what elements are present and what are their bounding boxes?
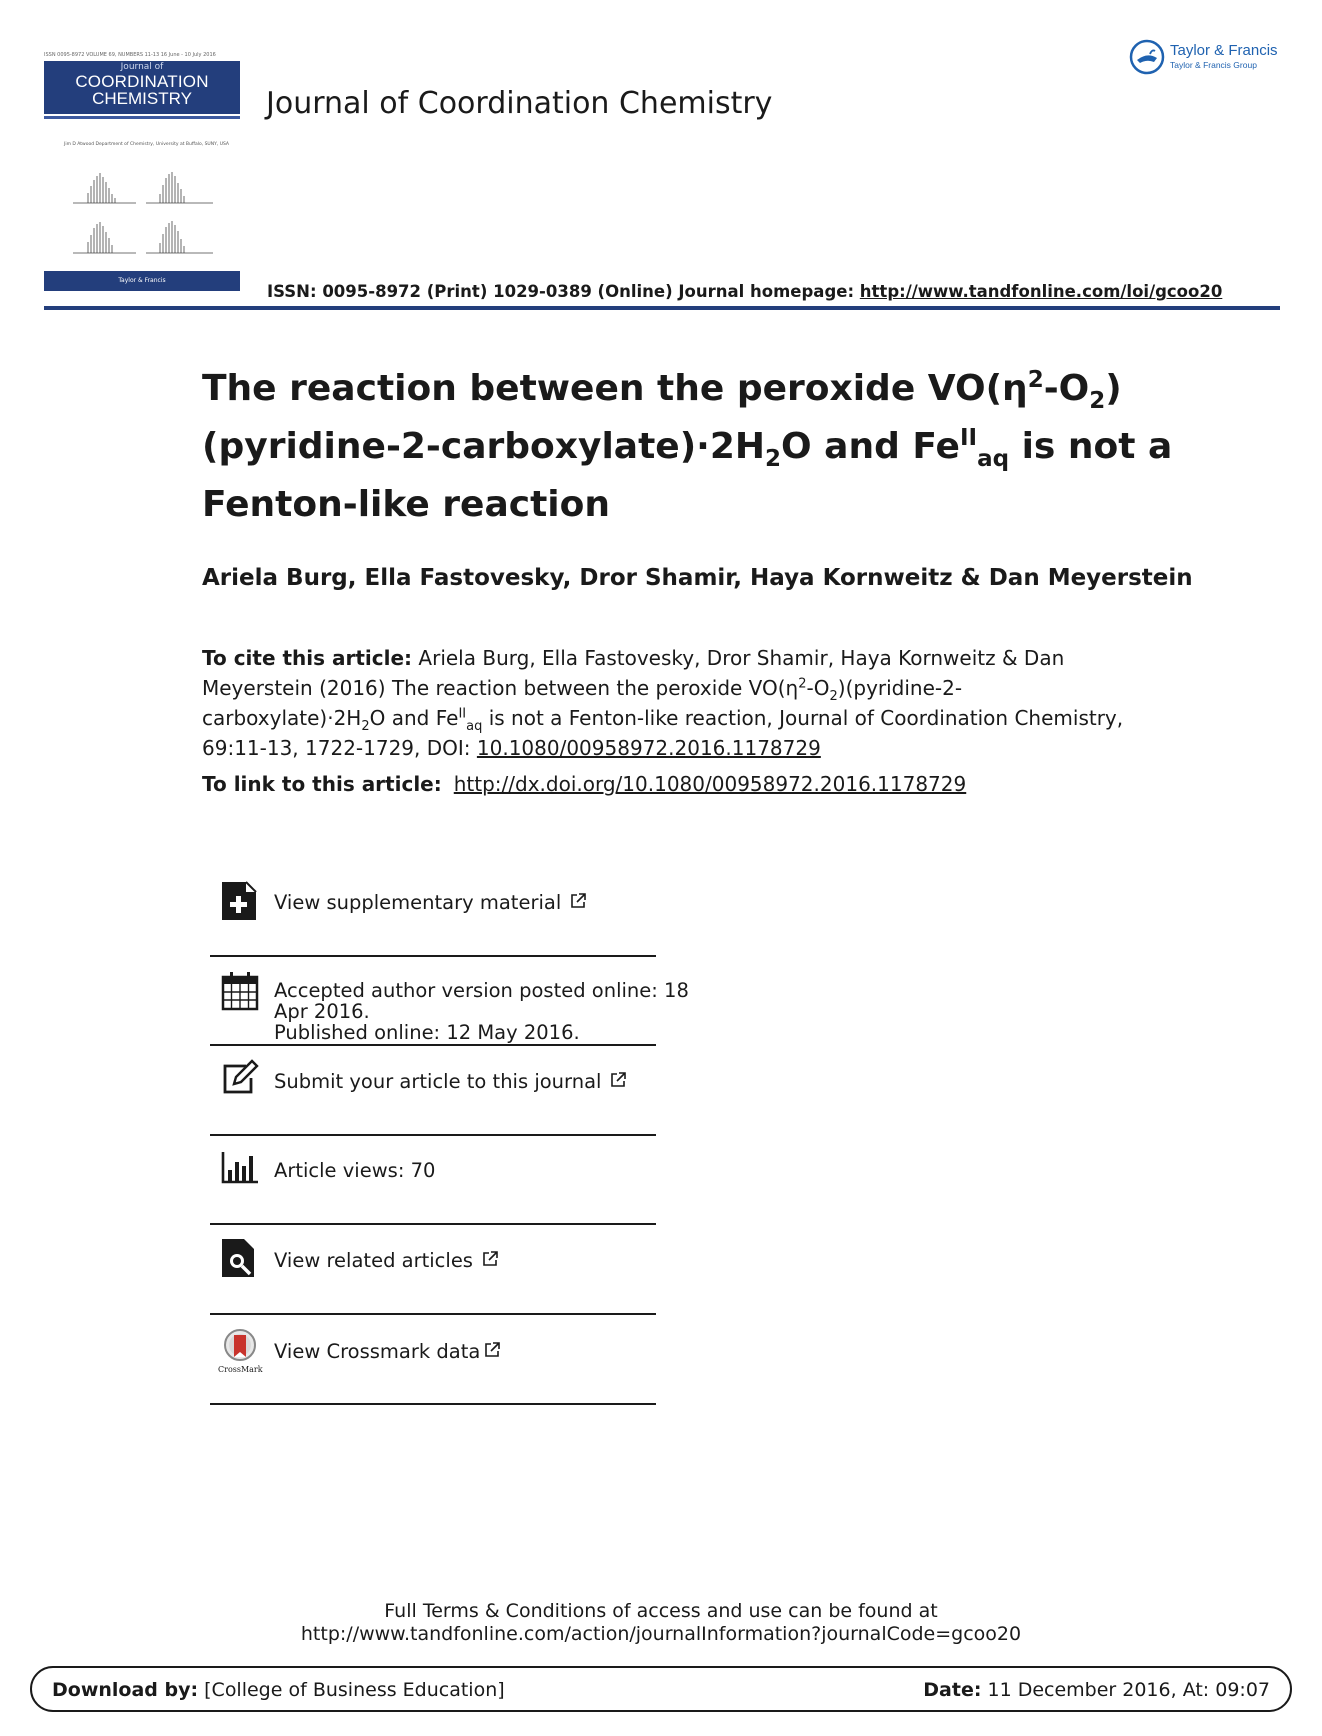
edit-icon (220, 1058, 260, 1100)
doi-link[interactable]: 10.1080/00958972.2016.1178729 (476, 736, 821, 760)
publisher-logo[interactable] (1128, 38, 1288, 78)
issn-line (267, 282, 1222, 301)
issn-text: ISSN: 0095-8972 (Print) 1029-0389 (Online) Journal homepage: (267, 282, 860, 301)
download-value: [College of Business Education] (198, 1679, 505, 1701)
cover-title-line1: COORDINATION (75, 72, 209, 91)
supplementary-label: View supplementary material (274, 891, 562, 914)
download-info-bar (30, 1666, 1292, 1712)
bar-chart-icon (220, 1148, 260, 1190)
date-label: Date: (923, 1679, 982, 1701)
crossmark-logo-text: CrossMark (218, 1365, 263, 1374)
cover-spectra-graphic (68, 158, 218, 268)
crossmark-label: View Crossmark data (274, 1340, 481, 1363)
file-plus-icon (220, 880, 260, 922)
divider (210, 1134, 656, 1136)
submit-label: Submit your article to this journal (274, 1070, 602, 1093)
authors: Ariela Burg, Ella Fastovesky, Dror Shamir, Haya Kornweitz & Dan Meyerstein (202, 565, 1193, 591)
accepted-date: Accepted author version posted online: 18 (274, 979, 689, 1002)
article-views: Article views: 70 (274, 1159, 436, 1182)
publisher-group: Taylor & Francis Group (1170, 60, 1257, 70)
related-articles-row[interactable] (210, 1237, 656, 1297)
terms-line1: Full Terms & Conditions of access and use can be found at (384, 1600, 938, 1622)
document-search-icon (220, 1237, 260, 1279)
citation: To cite this article: Ariela Burg, Ella Fastovesky, Dror Shamir, Haya Kornweitz & Dan Meyerstein (2016) The reaction between the peroxide $VO(\eta^2-O_2)(pyridine-2-carboxylate)\cdot 2H_2O$ and $Fe^{II}_{aq}$ is not a Fenton-like reaction, Journal of Coordination Chemistry, 69:11-13, 1722-1729, DOI: 10.1080/00958972.2016.1178729 (202, 646, 1124, 760)
publisher-name: Taylor & Francis (1170, 42, 1278, 59)
external-link-icon (609, 1071, 627, 1089)
published-date: Published online: 12 May 2016. (274, 1021, 580, 1044)
divider (210, 1403, 656, 1405)
external-link-icon (483, 1341, 501, 1359)
header-rule (44, 306, 1280, 310)
related-label: View related articles (274, 1249, 473, 1272)
divider (210, 1223, 656, 1225)
article-link-line (202, 772, 966, 796)
divider (210, 1044, 656, 1046)
publication-dates-row (210, 970, 689, 1044)
divider (210, 1313, 656, 1315)
calendar-icon (220, 970, 260, 1012)
article-views-row (210, 1148, 656, 1208)
cover-journal-of: Journal of (120, 62, 164, 72)
journal-homepage-link[interactable]: http://www.tandfonline.com/loi/gcoo20 (859, 282, 1223, 301)
journal-title: Journal of Coordination Chemistry (266, 86, 773, 121)
terms-notice (0, 1600, 1322, 1646)
cover-title-band (44, 61, 240, 114)
article-doi-url[interactable]: http://dx.doi.org/10.1080/00958972.2016.1178729 (453, 772, 967, 796)
crossmark-row[interactable] (210, 1327, 656, 1391)
download-label: Download by: (52, 1679, 199, 1701)
cover-header: ISSN 0095-8972 VOLUME 69, NUMBERS 11-13 16 June - 10 July 2016 (44, 52, 240, 66)
external-link-icon (481, 1250, 499, 1268)
tf-lamp-icon (1128, 38, 1166, 76)
article-link-label: To link to this article: (202, 772, 442, 796)
date-value: 11 December 2016, At: 09:07 (981, 1679, 1270, 1701)
submit-article-row[interactable] (210, 1058, 656, 1122)
cover-title-line2: CHEMISTRY (92, 89, 192, 108)
terms-url[interactable]: http://www.tandfonline.com/action/journalInformation?journalCode=gcoo20 (300, 1623, 1022, 1645)
cover-subline (44, 116, 240, 119)
journal-cover (44, 52, 240, 292)
citation-label: To cite this article: (202, 646, 413, 670)
view-supplementary-row[interactable] (210, 880, 656, 940)
accepted-date-cont: Apr 2016. (274, 1000, 370, 1023)
external-link-icon (569, 892, 587, 910)
divider (210, 955, 656, 957)
cover-editor-text: Jim D Atwood Department of Chemistry, University at Buffalo, SUNY, USA (64, 142, 230, 147)
cover-footer-brand: Taylor & Francis (44, 271, 240, 291)
article-title: The reaction between the peroxide $VO(\eta^2-O_2)$ $(pyridine-2-carboxylate)\cdot 2H_2O$ and $Fe^{II}_{aq}$ is not a Fenton-like reaction (202, 367, 1173, 525)
